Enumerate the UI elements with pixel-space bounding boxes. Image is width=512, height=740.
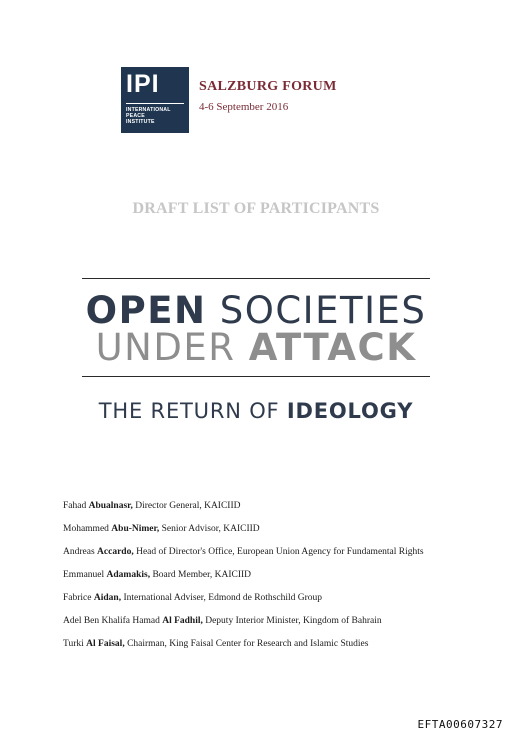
participant-first-name: Fahad: [63, 501, 89, 511]
participant-separator: ,: [131, 547, 137, 557]
event-dates: 4-6 September 2016: [199, 101, 289, 113]
participant-role: Director General, KAICIID: [135, 501, 241, 511]
draft-title: DRAFT LIST OF PARTICIPANTS: [132, 200, 380, 217]
headline-under: UNDER: [95, 326, 249, 369]
logo-divider: [126, 103, 184, 104]
participant-role: Chairman, King Faisal Center for Research and Islamic Studies: [127, 639, 369, 649]
participant-entry: [63, 544, 443, 560]
participant-first-name: Adel Ben Khalifa Hamad: [63, 616, 163, 626]
participant-first-name: Andreas: [63, 547, 98, 557]
participant-role: Board Member, KAICIID: [152, 570, 252, 580]
ipi-logo: [121, 67, 189, 133]
top-rule: [82, 278, 430, 279]
headline-line-1: [0, 291, 512, 331]
tagline-prefix: THE RETURN OF: [98, 399, 287, 423]
headline-societies: SOCIETIES: [206, 289, 427, 332]
participant-first-name: Emmanuel: [63, 570, 107, 580]
participant-entry: [63, 567, 443, 583]
participant-role: Head of Director's Office, European Union Agency for Fundamental Rights: [136, 547, 424, 557]
participant-role: Senior Advisor, KAICIID: [161, 524, 260, 534]
logo-line-2: PEACE: [126, 113, 145, 120]
logo-line-3: INSTITUTE: [126, 119, 155, 126]
participant-entry: [63, 498, 443, 514]
participant-first-name: Fabrice: [63, 593, 94, 603]
participant-last-name: Abualnasr: [88, 501, 131, 511]
participant-entry: [63, 521, 443, 537]
bottom-rule: [82, 376, 430, 377]
participant-list: [63, 498, 443, 659]
document-id: EFTA00607327: [417, 718, 503, 731]
participant-separator: ,: [130, 501, 136, 511]
participant-last-name: Adamakis: [106, 570, 148, 580]
participant-last-name: Al Faisal: [86, 639, 123, 649]
tagline: [0, 399, 512, 423]
participant-role: Deputy Interior Minister, Kingdom of Bahrain: [205, 616, 382, 626]
participant-first-name: Mohammed: [63, 524, 112, 534]
logo-line-1: INTERNATIONAL: [126, 107, 171, 113]
logo-subtitle: [126, 107, 188, 126]
participant-last-name: Aidan: [93, 593, 119, 603]
participant-separator: ,: [200, 616, 206, 626]
participant-last-name: Abu-Nimer: [111, 524, 157, 534]
participant-separator: ,: [156, 524, 162, 534]
participant-first-name: Turki: [63, 639, 87, 649]
participant-last-name: Accardo: [97, 547, 132, 557]
headline-attack: ATTACK: [248, 326, 417, 369]
participant-last-name: Al Fadhil: [162, 616, 201, 626]
headline-open: OPEN: [85, 289, 207, 332]
participant-separator: ,: [118, 593, 124, 603]
participant-entry: [63, 636, 443, 652]
participant-entry: [63, 590, 443, 606]
event-name: SALZBURG FORUM: [199, 79, 337, 94]
participant-separator: ,: [147, 570, 153, 580]
headline-line-2: [0, 328, 512, 368]
logo-acronym: IPI: [126, 70, 160, 98]
participant-role: International Adviser, Edmond de Rothschild Group: [123, 593, 323, 603]
tagline-ideology: IDEOLOGY: [286, 399, 414, 423]
participant-separator: ,: [122, 639, 128, 649]
participant-entry: [63, 613, 443, 629]
